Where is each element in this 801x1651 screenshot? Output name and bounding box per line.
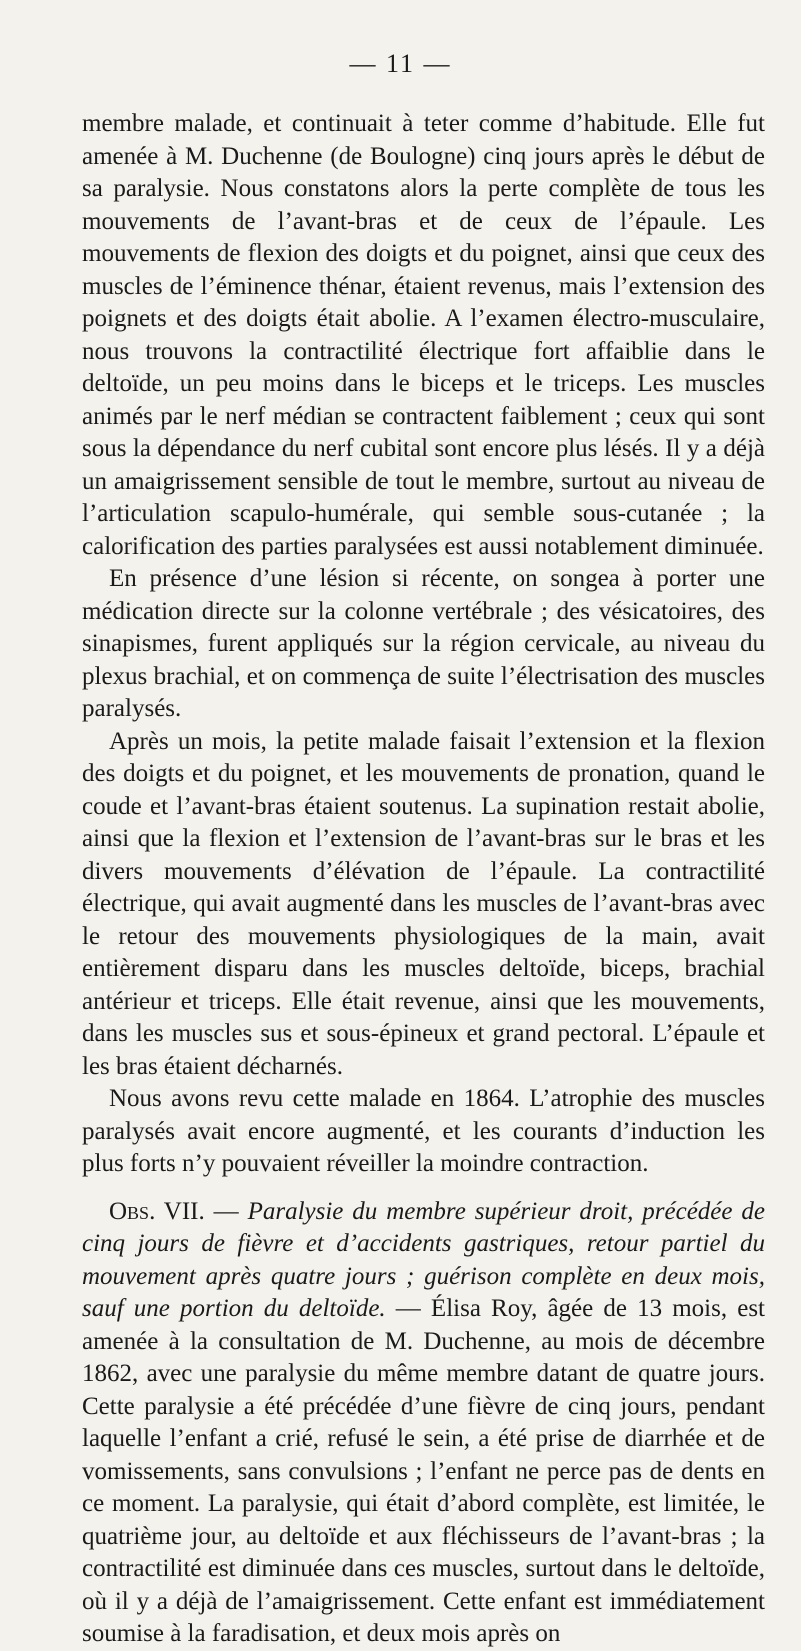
- observation-paragraph: [82, 1196, 765, 1651]
- body-text: [82, 108, 765, 1651]
- page-number: — 11 —: [349, 49, 452, 78]
- paragraph-revisit-1864: Nous avons revu cette malade en 1864. L’atrophie des muscles paralysés avait encore augmenté, et les courants d’induction les plus forts n’y pouvaient réveiller la moindre contraction.: [82, 1085, 765, 1177]
- observation-dash: —: [204, 1197, 248, 1225]
- observation-text: — Élisa Roy, âgée de 13 mois, est amenée à la consultation de M. Duchenne, au mois de décembre 1862, avec une paralysie du même membre datant de quatre jours. Cette paralysie a été précédée d’une fièvre de cinq jours, pendant laquelle l’enfant a crié, refusé le sein, a été prise de diarrhée et de vomissements, sans convulsions ; l’enfant ne perce pas de dents en ce moment. La paralysie, qui était d’abord complète, est limitée, le quatrième jour, au deltoïde et aux fléchisseurs de l’avant-bras ; la contractilité est diminuée dans ces muscles, surtout dans le deltoïde, où il y a déjà de l’amaigrissement. Cette enfant est immédiatement soumise à la faradisation, et deux mois après on: [82, 1295, 765, 1647]
- paragraph-continued: membre malade, et continuait à teter comme d’habitude. Elle fut amenée à M. Duchenne (de Boulogne) cinq jours après le début de sa paralysie. Nous constatons alors la perte complète de tous les mouvements de l’avant-bras et de ceux de l’épaule. Les mouvements de flexion des doigts et du poignet, ainsi que ceux des muscles de l’éminence thénar, étaient revenus, mais l’extension des poignets et des doigts était abolie. A l’examen électro-musculaire, nous trouvons la contractilité électrique fort affaiblie dans le deltoïde, un peu moins dans le biceps et le triceps. Les muscles animés par le nerf médian se contractent faiblement ; ceux qui sont sous la dépendance du nerf cubital sont encore plus lésés. Il y a déjà un amaigrissement sensible de tout le membre, surtout au niveau de l’articulation scapulo-humérale, qui semble sous-cutanée ; la calorification des parties paralysées est aussi notablement diminuée.: [82, 110, 765, 560]
- paragraph-after-one-month: Après un mois, la petite malade faisait l’extension et la flexion des doigts et du poignet, et les mouvements de pronation, quand le coude et l’avant-bras étaient soutenus. La supination restait abolie, ainsi que la flexion et l’extension de l’avant-bras sur le bras et les divers mouvements d’élévation de l’épaule. La contractilité électrique, qui avait augmenté dans les muscles de l’avant-bras avec le retour des mouvements physiologiques de la main, avait entièrement disparu dans les muscles deltoïde, biceps, brachial antérieur et triceps. Elle était revenue, ainsi que les mouvements, dans les muscles sus et sous-épineux et grand pectoral. L’épaule et les bras étaient décharnés.: [82, 727, 765, 1080]
- paragraph-medication: En présence d’une lésion si récente, on songea à porter une médication directe sur la colonne vertébrale ; des vésicatoires, des sinapismes, furent appliqués sur la région cervicale, au niveau du plexus brachial, et on commença de suite l’électrisation des muscles paralysés.: [82, 565, 765, 722]
- observation-title: Paralysie du membre supérieur droit, précédée de cinq jours de fièvre et d’accidents gastriques, retour partiel du mouvement après quatre jours ; guérison complète en deux mois, sauf une portion du deltoïde.: [82, 1197, 765, 1322]
- observation-label: Obs. VII.: [109, 1197, 205, 1225]
